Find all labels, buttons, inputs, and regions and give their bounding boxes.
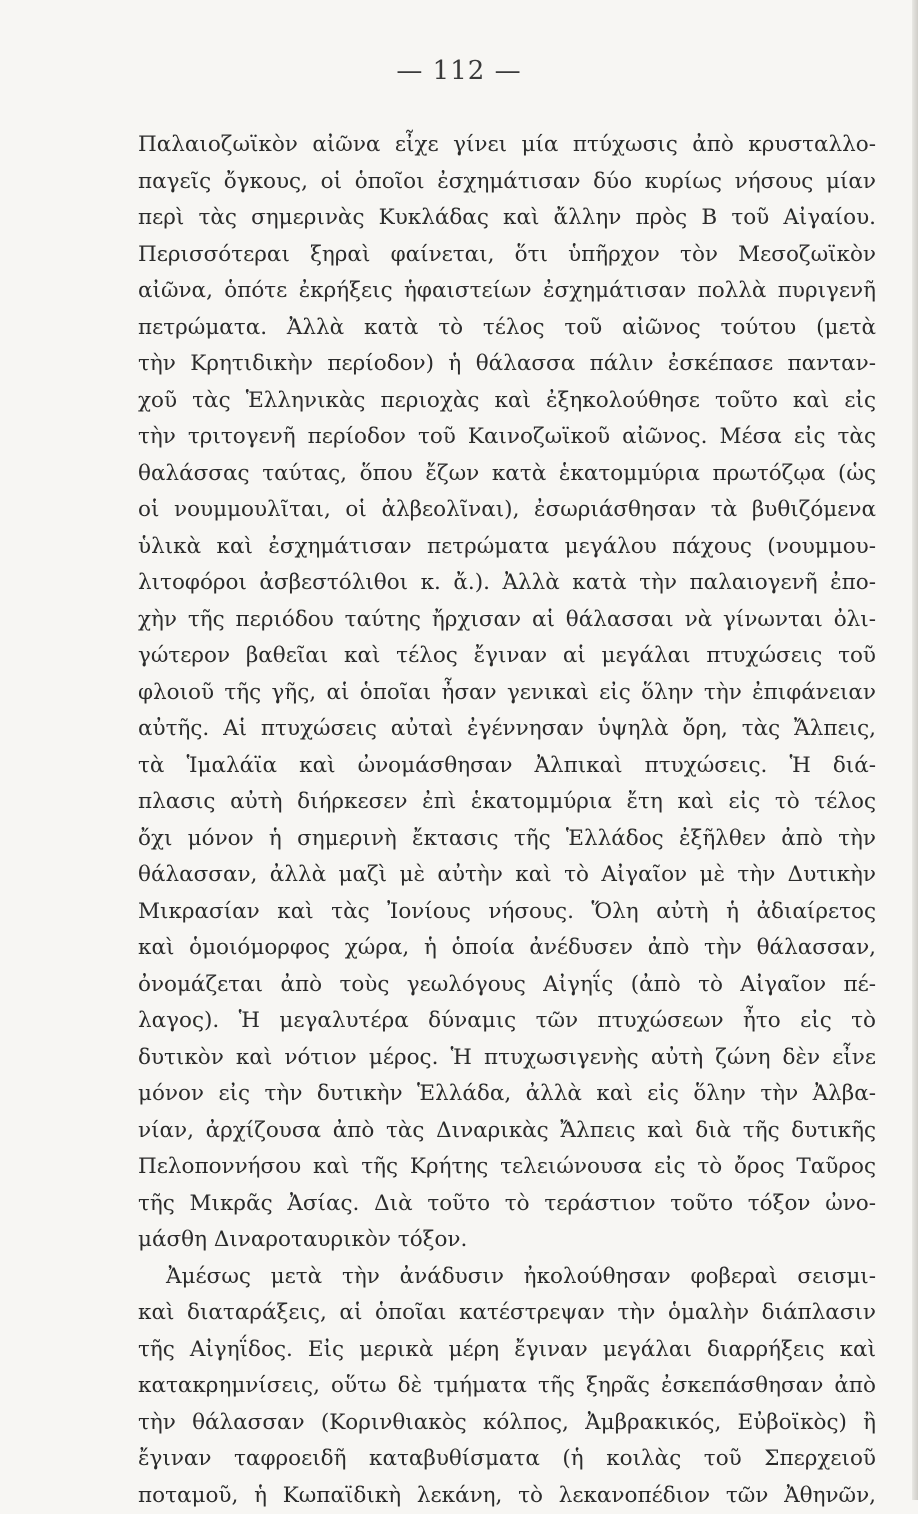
text-line: Μικρασίαν καὶ τὰς Ἰονίους νήσους. Ὅλη αὐτὴ ἡ ἀδιαίρετος [138, 894, 876, 931]
text-line: μόνον εἰς τὴν δυτικὴν Ἑλλάδα, ἀλλὰ καὶ εἰς ὅλην τὴν Ἀλβα- [138, 1076, 876, 1113]
text-line: Πελοποννήσου καὶ τῆς Κρήτης τελειώνουσα εἰς τὸ ὄρος Ταῦρος [138, 1149, 876, 1186]
text-line: καὶ ὁμοιόμορφος χώρα, ἡ ὁποία ἀνέδυσεν ἀπὸ τὴν θάλασσαν, [138, 930, 876, 967]
text-line: αὐτῆς. Αἱ πτυχώσεις αὐταὶ ἐγέννησαν ὑψηλὰ ὄρη, τὰς Ἄλπεις, [138, 711, 876, 748]
text-line: ποταμοῦ, ἡ Κωπαϊδικὴ λεκάνη, τὸ λεκανοπέδιον τῶν Ἀθηνῶν, [138, 1478, 876, 1514]
page-edge [912, 0, 918, 1500]
text-line: χὴν τῆς περιόδου ταύτης ἤρχισαν αἱ θάλασσαι νὰ γίνωνται ὀλι- [138, 602, 876, 639]
paragraph-start-line: Ἀμέσως μετὰ τὴν ἀνάδυσιν ἠκολούθησαν φοβεραὶ σεισμι- [138, 1259, 876, 1296]
text-line: καὶ διαταράξεις, αἱ ὁποῖαι κατέστρεψαν τὴν ὁμαλὴν διάπλασιν [138, 1295, 876, 1332]
text-line: χοῦ τὰς Ἑλληνικὰς περιοχὰς καὶ ἐξηκολούθησε τοῦτο καὶ εἰς [138, 383, 876, 420]
text-line: πλασις αὐτὴ διήρκεσεν ἐπὶ ἑκατομμύρια ἔτη καὶ εἰς τὸ τέλος [138, 784, 876, 821]
text-line: λαγος). Ἡ μεγαλυτέρα δύναμις τῶν πτυχώσεων ἦτο εἰς τὸ [138, 1003, 876, 1040]
text-line: τῆς Μικρᾶς Ἀσίας. Διὰ τοῦτο τὸ τεράστιον τοῦτο τόξον ὠνο- [138, 1186, 876, 1223]
text-line: γώτερον βαθεῖαι καὶ τέλος ἔγιναν αἱ μεγάλαι πτυχώσεις τοῦ [138, 638, 876, 675]
text-line: τὰ Ἱμαλάϊα καὶ ὠνομάσθησαν Ἀλπικαὶ πτυχώσεις. Ἡ διά- [138, 748, 876, 785]
text-line: ὀνομάζεται ἀπὸ τοὺς γεωλόγους Αἰγηΐς (ἀπὸ τὸ Αἰγαῖον πέ- [138, 967, 876, 1004]
text-line: οἱ νουμμουλῖται, οἱ ἀλβεολῖναι), ἐσωριάσθησαν τὰ βυθιζόμενα [138, 492, 876, 529]
text-line: ἔγιναν ταφροειδῆ καταβυθίσματα (ἡ κοιλὰς τοῦ Σπερχειοῦ [138, 1441, 876, 1478]
text-line: ὄχι μόνον ἡ σημερινὴ ἔκτασις τῆς Ἑλλάδος ἐξῆλθεν ἀπὸ τὴν [138, 821, 876, 858]
text-line: τὴν τριτογενῆ περίοδον τοῦ Καινοζωϊκοῦ αἰῶνος. Μέσα εἰς τὰς [138, 419, 876, 456]
text-line: δυτικὸν καὶ νότιον μέρος. Ἡ πτυχωσιγενὴς αὐτὴ ζώνη δὲν εἶνε [138, 1040, 876, 1077]
text-line: Περισσότεραι ξηραὶ φαίνεται, ὅτι ὑπῆρχον τὸν Μεσοζωϊκὸν [138, 237, 876, 274]
text-line: φλοιοῦ τῆς γῆς, αἱ ὁποῖαι ἦσαν γενικαὶ εἰς ὅλην τὴν ἐπιφάνειαν [138, 675, 876, 712]
text-line: αἰῶνα, ὁπότε ἐκρήξεις ἡφαιστείων ἐσχημάτισαν πολλὰ πυριγενῆ [138, 273, 876, 310]
paragraph-end-line: μάσθη Διναροταυρικὸν τόξον. [138, 1222, 876, 1259]
text-line: ὑλικὰ καὶ ἐσχημάτισαν πετρώματα μεγάλου πάχους (νουμμου- [138, 529, 876, 566]
text-line: πετρώματα. Ἀλλὰ κατὰ τὸ τέλος τοῦ αἰῶνος τούτου (μετὰ [138, 310, 876, 347]
text-line: θαλάσσας ταύτας, ὅπου ἔζων κατὰ ἑκατομμύρια πρωτόζῳα (ὡς [138, 456, 876, 493]
text-line: τὴν θάλασσαν (Κορινθιακὸς κόλπος, Ἀμβρακικός, Εὐβοϊκὸς) ἢ [138, 1405, 876, 1442]
text-line: παγεῖς ὄγκους, οἱ ὁποῖοι ἐσχημάτισαν δύο κυρίως νήσους μίαν [138, 164, 876, 201]
text-line: Παλαιοζωϊκὸν αἰῶνα εἶχε γίνει μία πτύχωσις ἀπὸ κρυσταλλο- [138, 127, 876, 164]
text-line: τὴν Κρητιδικὴν περίοδον) ἡ θάλασσα πάλιν ἐσκέπασε πανταν- [138, 346, 876, 383]
text-line: περὶ τὰς σημερινὰς Κυκλάδας καὶ ἄλλην πρὸς Β τοῦ Αἰγαίου. [138, 200, 876, 237]
text-line: λιτοφόροι ἀσβεστόλιθοι κ. ἄ.). Ἀλλὰ κατὰ τὴν παλαιογενῆ ἐπο- [138, 565, 876, 602]
page-number: — 112 — [0, 56, 918, 86]
text-line: τῆς Αἰγηΐδος. Εἰς μερικὰ μέρη ἔγιναν μεγάλαι διαρρήξεις καὶ [138, 1332, 876, 1369]
text-line: θάλασσαν, ἀλλὰ μαζὶ μὲ αὐτὴν καὶ τὸ Αἰγαῖον μὲ τὴν Δυτικὴν [138, 857, 876, 894]
text-line: κατακρημνίσεις, οὕτω δὲ τμήματα τῆς ξηρᾶς ἐσκεπάσθησαν ἀπὸ [138, 1368, 876, 1405]
text-line: νίαν, ἀρχίζουσα ἀπὸ τὰς Διναρικὰς Ἄλπεις καὶ διὰ τῆς δυτικῆς [138, 1113, 876, 1150]
body-text [138, 127, 876, 1514]
